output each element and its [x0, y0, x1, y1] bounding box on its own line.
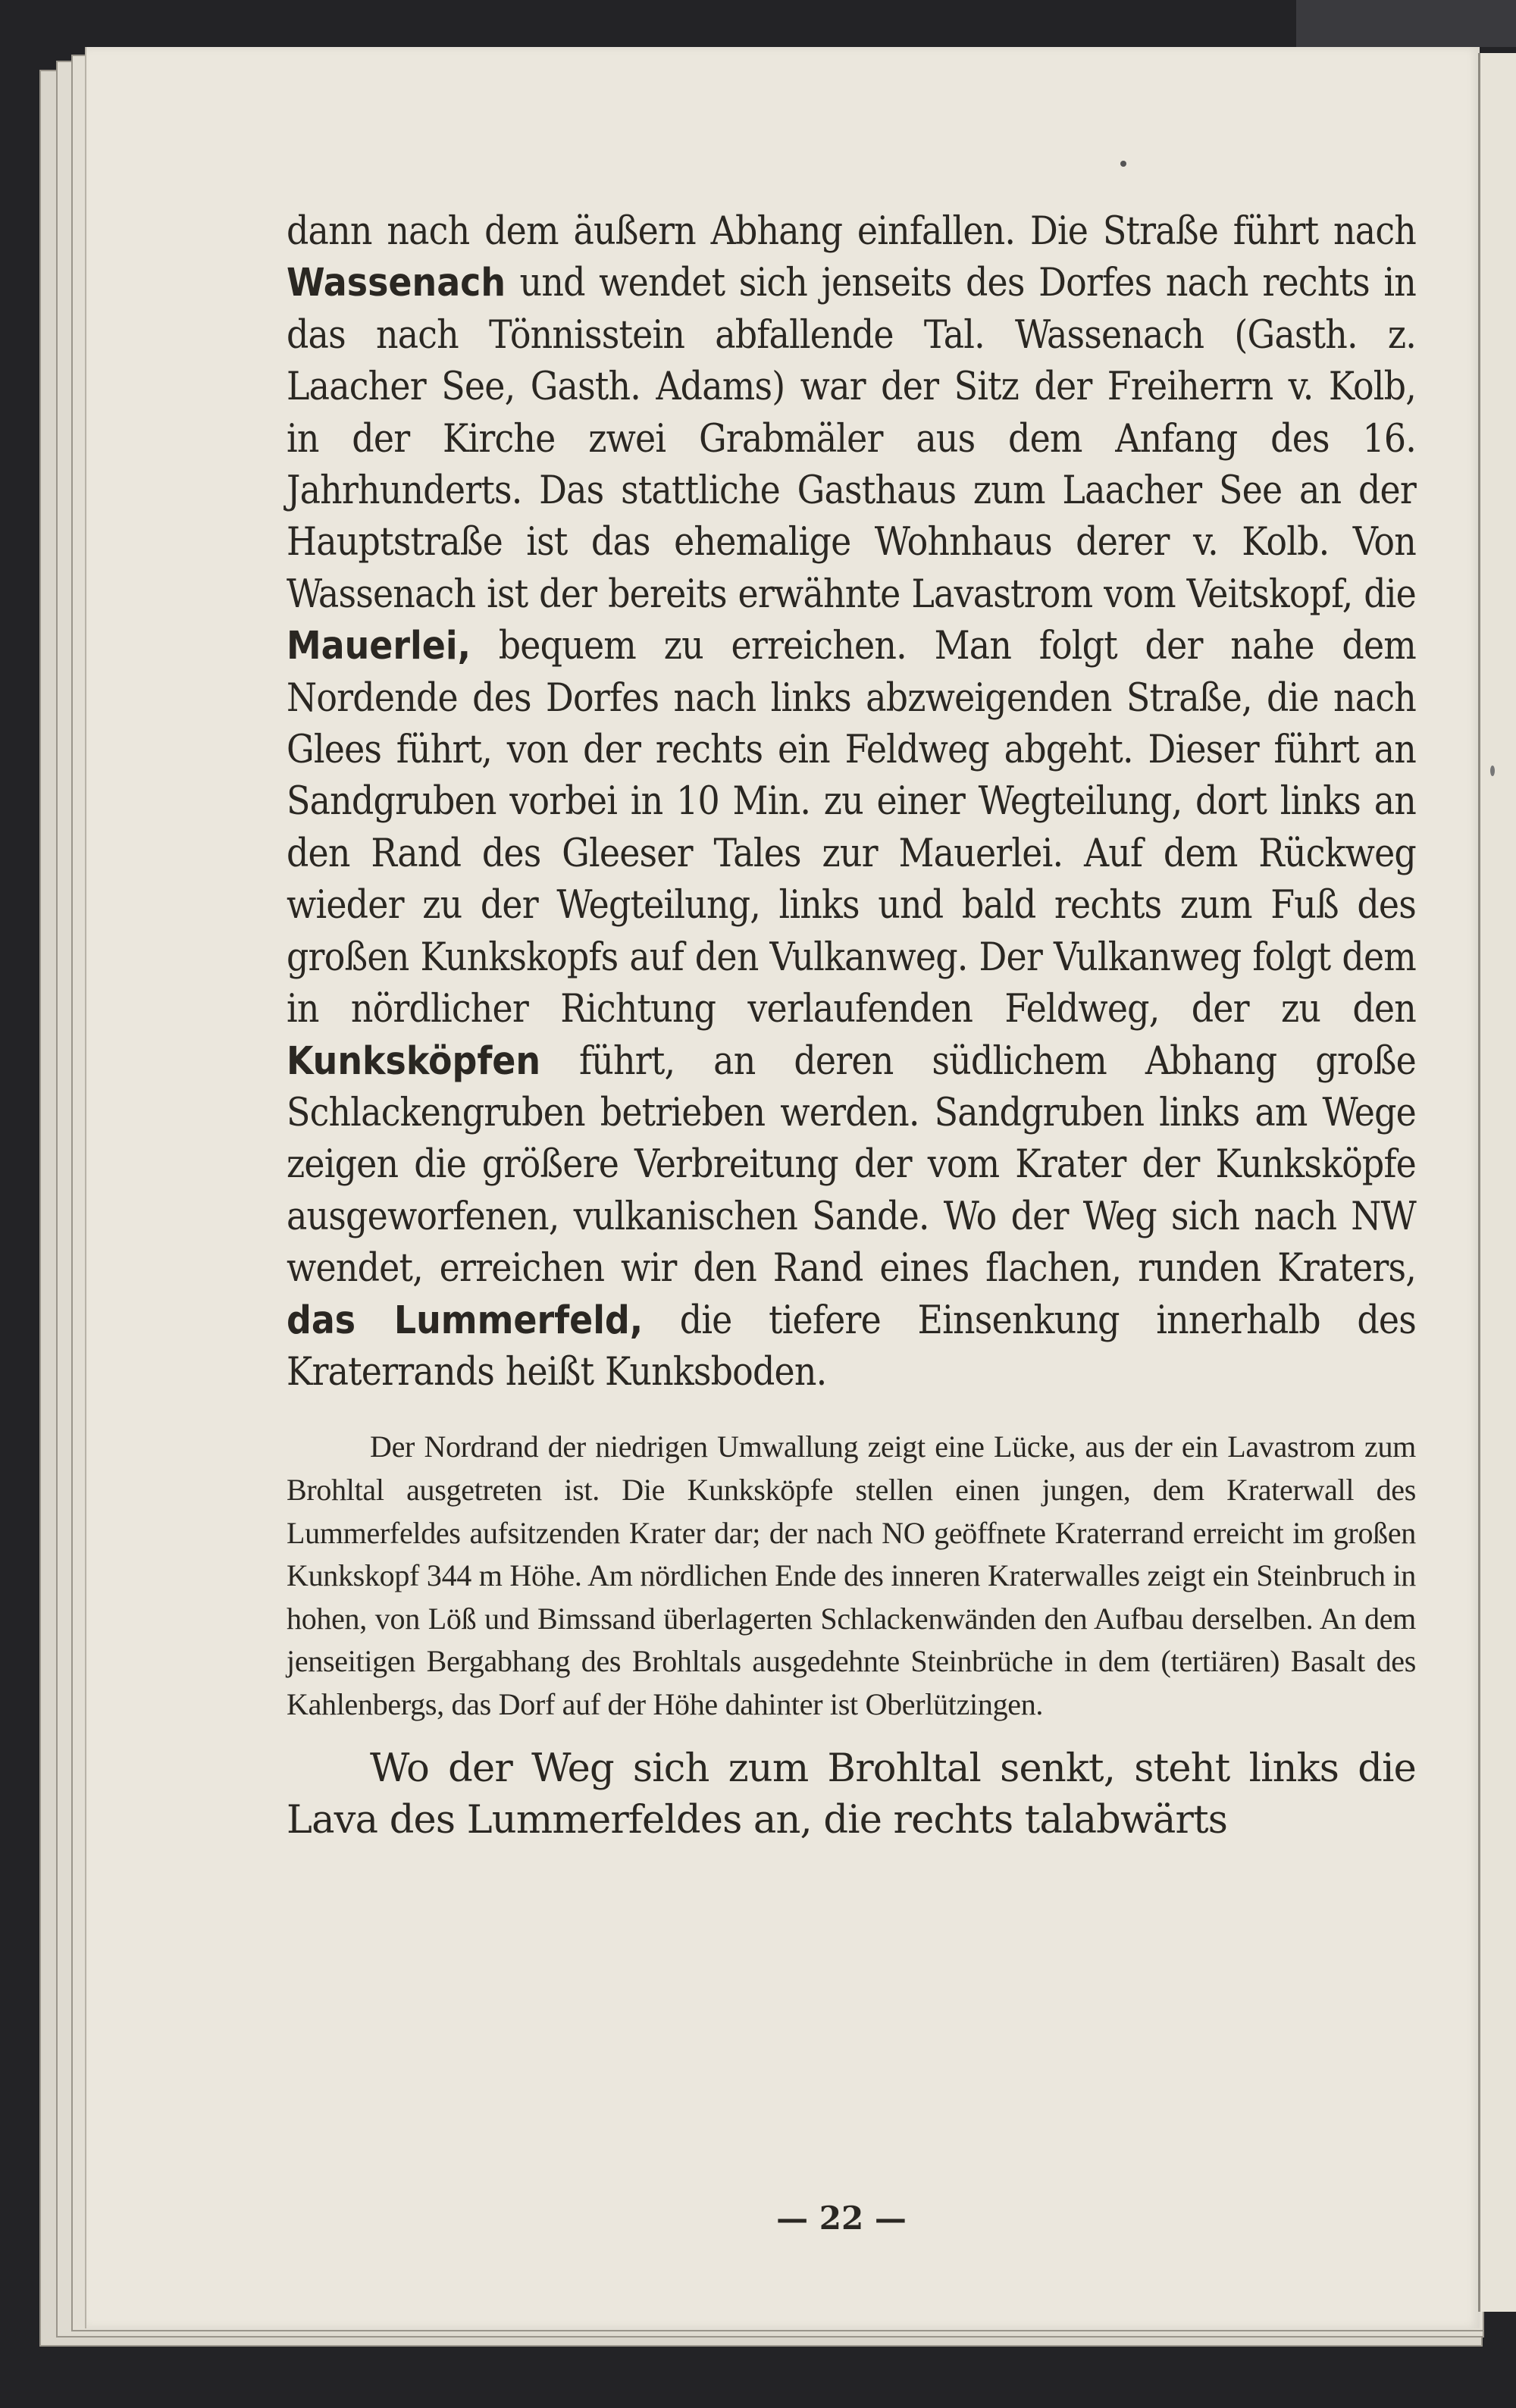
book-spine: [1478, 53, 1516, 2312]
text-segment: dann nach dem äußern Abhang einfallen. Die Straße führt nach: [287, 209, 1416, 254]
dust-speck: [1490, 766, 1495, 776]
page-body: [287, 206, 1416, 1846]
dust-speck: [1120, 161, 1126, 167]
final-paragraph: [287, 1743, 1416, 1847]
text-segment: führt, an deren südlichem Abhang große Schlackengruben betrieben werden. Sandgruben links am Wege zeigen die größere Verbreitung der vom Krater der Kunksköpfe ausgeworfenen, vulkanischen Sande. Wo der Weg sich nach NW wendet, erreichen wir den Rand eines flachen, runden Kraters,: [287, 1038, 1416, 1292]
bold-place-name: Kunksköpfen: [287, 1038, 541, 1084]
final-text: Wo der Weg sich zum Brohltal senkt, steht links die Lava des Lummerfeldes an, die rechts talabwärts: [287, 1746, 1416, 1843]
main-paragraph: [287, 206, 1416, 1398]
scanner-edge: [1296, 0, 1516, 47]
bold-place-name: Mauerlei,: [287, 624, 471, 669]
text-segment: die tiefere Einsenkung innerhalb des Kraterrands heißt Kunksboden.: [287, 1298, 1416, 1395]
page-number: — 22 —: [776, 2200, 907, 2237]
bold-place-name: das Lummerfeld,: [287, 1298, 644, 1343]
small-print-text: Der Nordrand der niedrigen Umwallung zeigt eine Lücke, aus der ein Lavastrom zum Brohltal ausgetreten ist. Die Kunksköpfe stellen einen jungen, dem Kraterwall des Lummerfeldes aufsitzenden Krater dar; der nach NO geöffnete Kraterrand erreicht im großen Kunkskopf 344 m Höhe. Am nördlichen Ende des inneren Kraterwalles zeigt ein Steinbruch in hohen, von Löß und Bimssand überlagerten Schlackenwänden den Aufbau derselben. An dem jenseitigen Bergabhang des Brohltals ausgedehnte Steinbrüche in dem (tertiären) Basalt des Kahlenbergs, das Dorf auf der Höhe dahinter ist Oberlützingen.: [287, 1429, 1416, 1721]
small-print-paragraph: [287, 1426, 1416, 1726]
text-segment: und wendet sich jenseits des Dorfes nach rechts in das nach Tönnisstein abfallende Tal. Wassenach (Gasth. z. Laacher See, Gasth. Adams) war der Sitz der Freiherrn v. Kolb, in der Kirche zwei Grabmäler aus dem Anfang des 16. Jahrhunderts. Das stattliche Gasthaus zum Laacher See an der Hauptstraße ist das ehemalige Wohnhaus derer v. Kolb. Von Wassenach ist der bereits erwähnte Lavastrom vom Veitskopf, die: [287, 261, 1416, 617]
bold-place-name: Wassenach: [287, 261, 506, 306]
text-segment: bequem zu erreichen. Man folgt der nahe dem Nordende des Dorfes nach links abzweigenden Straße, die nach Glees führt, von der rechts ein Feldweg abgeht. Dieser führt an Sandgruben vorbei in 10 Min. zu einer Wegteilung, dort links an den Rand des Gleeser Tales zur Mauerlei. Auf dem Rückweg wieder zu der Wegteilung, links und bald rechts zum Fuß des großen Kunkskopfs auf den Vulkanweg. Der Vulkanweg folgt dem in nördlicher Richtung verlaufenden Feldweg, der zu den: [287, 624, 1416, 1032]
